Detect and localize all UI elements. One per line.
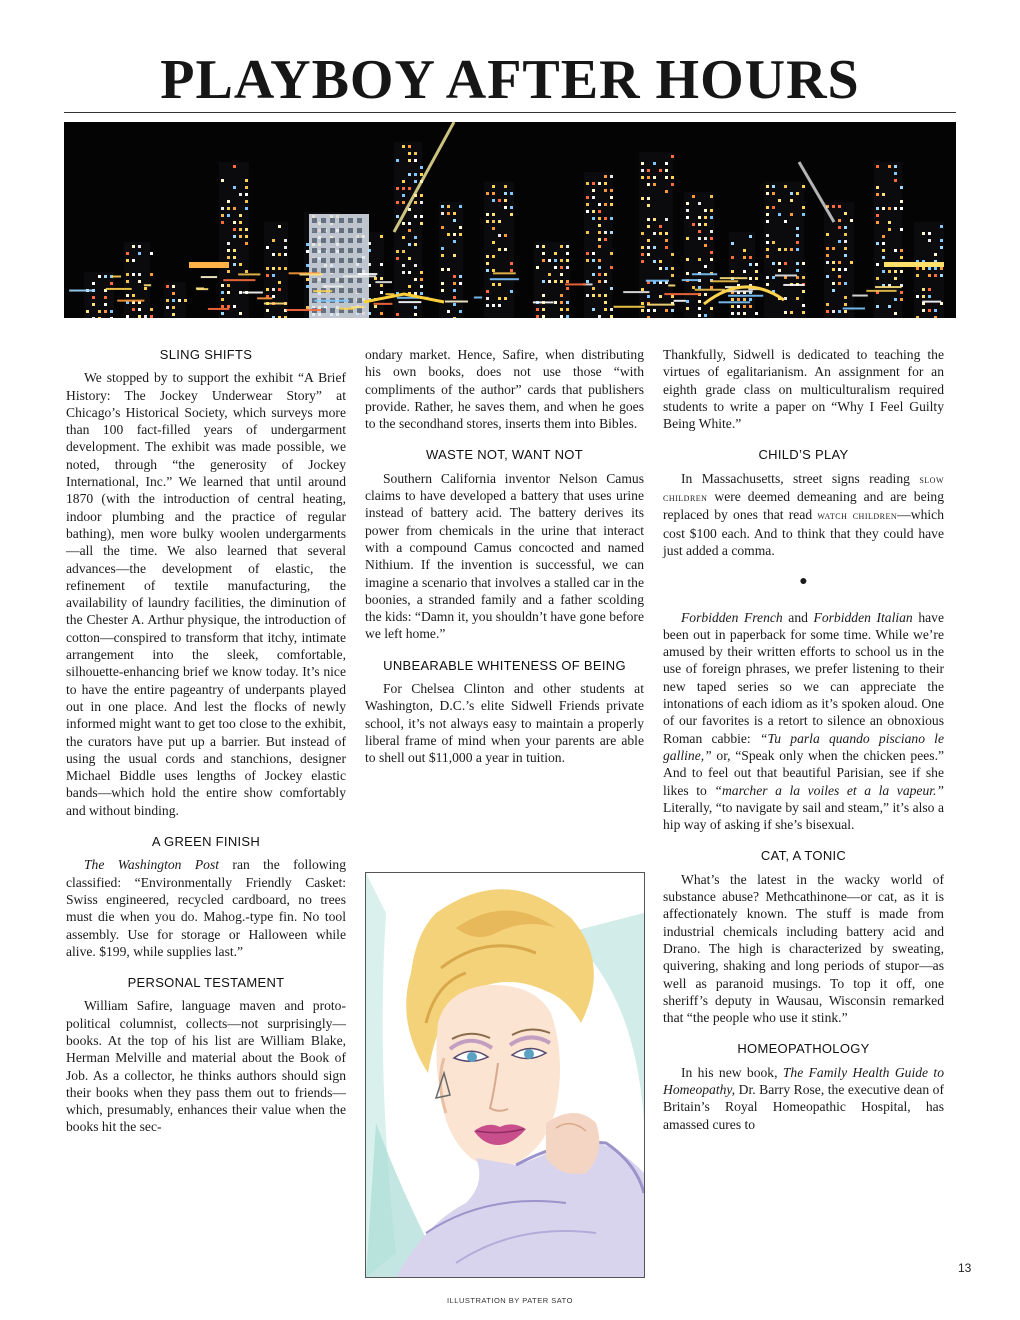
paragraph-cat-a-tonic: What’s the latest in the wacky world of substance abuse? Methcathinone—or cat, as it is affectionately known. The stuff is made from industrial chemicals including battery acid and Drano. The high is characterized by sweating, quivering, shaking and long periods of stupor—as well as paranoid musings. To top it off, one sheriff’s deputy in Wausau, Wisconsin remarked that “the people who use it stink.” xyxy=(663,871,944,1026)
paragraph-text: were deemed demeaning and are being replaced by ones that read xyxy=(663,489,944,523)
column-1 xyxy=(66,346,346,1136)
column-2 xyxy=(365,346,644,767)
skyline-illustration xyxy=(64,122,956,318)
book-title: Forbidden French xyxy=(681,609,783,625)
section-heading-unbearable-whiteness: UNBEARABLE WHITENESS OF BEING xyxy=(383,657,626,673)
section-divider: ● xyxy=(799,574,808,590)
italian-phrase: “Tu parla quando pisciano le galline,” xyxy=(663,730,944,763)
paragraph-text: or, “Speak only when the chicken pees.” And to feel out that beautiful Parisian, see if she likes to xyxy=(663,747,944,798)
illustration-credit: ILLUSTRATION BY PATER SATO xyxy=(447,1296,573,1305)
section-heading-homeopathology: HOMEOPATHOLOGY xyxy=(737,1041,870,1057)
publication-name: The Washington Post xyxy=(84,857,220,873)
section-heading-green-finish: A GREEN FINISH xyxy=(151,834,261,850)
section-heading-waste-not: WASTE NOT, WANT NOT xyxy=(426,447,583,463)
section-heading-childs-play: CHILD’S PLAY xyxy=(758,447,849,463)
paragraph-personal-testament-continued: ondary market. Hence, Safire, when distributing his own books, does not use those “with compliments of the author” cards that publishers provide. Rather, he saves them, and when he goes to the secondhand stores, inserts them into Bibles. xyxy=(365,347,644,432)
paragraph-sling-shifts: We stopped by to support the exhibit “A Brief History: The Jockey Underwear Story” at Chicago’s Historical Society, which surveys more than 100 fact-filled years of undergarment development. The exhibit was made possible, we noted, through “the generosity of Jockey International, Inc.” We learned that until around 1870 (with the introduction of central heating, indoor plumbing and the practice of regular bathing), men wore bulky woolen undergarments—all the time. We also learned that several advances—the development of elastic, the refinement of textile manufacturing, the availability of laundry facilities, the diminution of the Chester A. Arthur physique, the introduction of cotton—conspired to transform that itchy, intimate arrangement into the sleek, comfortable, silhouette-enhancing brief we know today. It’s nice to have the entire pageantry of underpants played out in one place. And lest the flocks of newly informed might want to get too close to the exhibit, the curators have put up a barrier. But instead of using the usual cords and stanchions, designer Michael Biddle uses lengths of Jockey elastic bands—which hold the entire show comfortably and without binding. xyxy=(66,370,346,818)
sign-text: slow children xyxy=(663,471,944,505)
paragraph-green-finish xyxy=(66,856,346,960)
paragraph-unbearable-whiteness: For Chelsea Clinton and other students at Washington, D.C.’s elite Sidwell Friends private school, it’s not always easy to maintain a properly liberal frame of mind when your parents are able to shell out $11,000 a year in tuition. xyxy=(365,681,644,766)
woman-portrait-drawing xyxy=(366,873,644,1277)
section-heading-sling-shifts: SLING SHIFTS xyxy=(159,347,253,362)
book-title: Forbidden Italian xyxy=(813,609,913,625)
paragraph-text: In his new book, xyxy=(681,1064,783,1080)
paragraph-text: —which cost $100 each. And to think that they could have just added a comma. xyxy=(663,507,944,558)
paragraph-text: In Massachusetts, street signs reading xyxy=(681,470,920,486)
page-title: PLAYBOY AFTER HOURS xyxy=(160,49,860,111)
paragraph-text: have been out in paperback for some time. While we’re amused by their written efforts to school us in the use of foreign phrases, we prefer listening to their new taped series so we can appreciate the intonations of each idiom as it’s spoken aloud. One of our favorites is a retort to silence an obnoxious Roman cabbie: xyxy=(663,609,944,746)
paragraph-text: and xyxy=(782,609,814,625)
paragraph-text: ran the following classified: “Environmentally Friendly Casket: Swiss engineered, recycled cardboard, no trees must die when you do. Mahog.-type fin. No tool assembly. Use for storage or Halloween while alive. $199, while supplies last.” xyxy=(66,857,346,959)
paragraph-text: Literally, “to navigate by sail and steam,” it’s also a hip way of asking if she’s bisexual. xyxy=(663,799,944,833)
book-title: The Family Health Guide to Homeopathy, xyxy=(663,1064,944,1097)
sign-text: watch children xyxy=(817,508,898,523)
page-number: 13 xyxy=(958,1261,972,1275)
city-skyline-image xyxy=(64,122,956,318)
french-phrase: “marcher a la voiles et a la vapeur.” xyxy=(714,782,944,798)
paragraph-childs-play xyxy=(663,470,944,559)
paragraph-unbearable-whiteness-continued: Thankfully, Sidwell is dedicated to teaching the virtues of egalitarianism. An assignment for an eighth grade class on multiculturalism required students to write a paper on “Why I Feel Guilty Being White.” xyxy=(663,347,944,432)
paragraph-forbidden-phrases xyxy=(663,609,944,834)
paragraph-text: Dr. Barry Rose, the executive dean of Britain’s Royal Homeopathic Hospital, has amassed cures to xyxy=(663,1081,944,1132)
title-rule xyxy=(64,112,956,113)
section-heading-cat-a-tonic: CAT, A TONIC xyxy=(760,848,847,864)
column-3 xyxy=(663,346,944,1133)
section-heading-personal-testament: PERSONAL TESTAMENT xyxy=(127,975,285,991)
paragraph-personal-testament: William Safire, language maven and proto-political columnist, collects—not surprisingly—books. At the top of his list are William Blake, Herman Melville and material about the Book of Job. As a collector, he thinks authors should sign their books when they pass them out to friends—which, presumably, enhances their value when the books hit the sec- xyxy=(66,998,346,1135)
paragraph-homeopathology xyxy=(663,1064,944,1133)
paragraph-waste-not: Southern California inventor Nelson Camus claims to have developed a battery that uses urine instead of battery acid. The battery derives its power from chemicals in the urine that interact with a compound Camus concocted and named Nithium. If the invention is successful, we can imagine a scenario that involves a stalled car in the boonies, a stranded family and a father scolding the kids: “Damn it, you shouldn’t have gone before we left home.” xyxy=(365,470,644,642)
portrait-illustration xyxy=(365,872,645,1278)
